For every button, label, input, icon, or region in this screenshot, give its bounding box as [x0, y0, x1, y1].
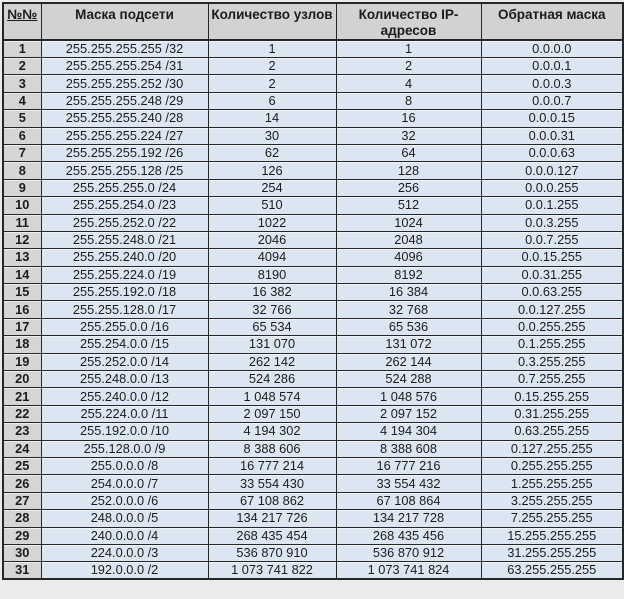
- subnet-mask-cell: 254.0.0.0 /7: [41, 475, 208, 492]
- host-count-cell: 62: [208, 144, 336, 161]
- row-number-cell: 11: [3, 214, 41, 231]
- row-number-cell: 2: [3, 58, 41, 75]
- host-count-cell: 16 777 214: [208, 457, 336, 474]
- subnet-mask-cell: 255.255.224.0 /19: [41, 266, 208, 283]
- host-count-cell: 131 070: [208, 336, 336, 353]
- wildcard-mask-cell: 63.255.255.255: [481, 562, 623, 580]
- row-number-cell: 26: [3, 475, 41, 492]
- table-row: [3, 179, 623, 196]
- wildcard-mask-cell: 0.0.63.255: [481, 284, 623, 301]
- table-row: [3, 197, 623, 214]
- ip-count-cell: 64: [336, 144, 481, 161]
- table-row: [3, 353, 623, 370]
- table-row: [3, 527, 623, 544]
- subnet-mask-cell: 255.255.252.0 /22: [41, 214, 208, 231]
- ip-count-cell: 536 870 912: [336, 544, 481, 561]
- ip-count-cell: 65 536: [336, 318, 481, 335]
- wildcard-mask-cell: 0.15.255.255: [481, 388, 623, 405]
- host-count-cell: 4094: [208, 249, 336, 266]
- host-count-cell: 8190: [208, 266, 336, 283]
- table-body: [3, 40, 623, 579]
- row-number-cell: 8: [3, 162, 41, 179]
- host-count-cell: 14: [208, 110, 336, 127]
- host-count-cell: 4 194 302: [208, 423, 336, 440]
- subnet-mask-cell: 255.255.192.0 /18: [41, 284, 208, 301]
- host-count-cell: 510: [208, 197, 336, 214]
- host-count-cell: 2046: [208, 231, 336, 248]
- row-number-cell: 17: [3, 318, 41, 335]
- host-count-cell: 1022: [208, 214, 336, 231]
- host-count-cell: 67 108 862: [208, 492, 336, 509]
- subnet-mask-cell: 255.128.0.0 /9: [41, 440, 208, 457]
- row-number-cell: 19: [3, 353, 41, 370]
- subnet-mask-cell: 255.255.255.252 /30: [41, 75, 208, 92]
- ip-count-cell: 268 435 456: [336, 527, 481, 544]
- col-header-number-label: №№: [7, 7, 38, 22]
- ip-count-cell: 262 144: [336, 353, 481, 370]
- row-number-cell: 22: [3, 405, 41, 422]
- table-row: [3, 475, 623, 492]
- ip-count-cell: 134 217 728: [336, 510, 481, 527]
- wildcard-mask-cell: 15.255.255.255: [481, 527, 623, 544]
- subnet-mask-cell: 255.224.0.0 /11: [41, 405, 208, 422]
- host-count-cell: 33 554 430: [208, 475, 336, 492]
- ip-count-cell: 4: [336, 75, 481, 92]
- subnet-mask-cell: 255.192.0.0 /10: [41, 423, 208, 440]
- row-number-cell: 10: [3, 197, 41, 214]
- host-count-cell: 1: [208, 40, 336, 58]
- row-number-cell: 16: [3, 301, 41, 318]
- table-row: [3, 510, 623, 527]
- subnet-mask-cell: 255.254.0.0 /15: [41, 336, 208, 353]
- row-number-cell: 14: [3, 266, 41, 283]
- host-count-cell: 524 286: [208, 371, 336, 388]
- subnet-mask-cell: 240.0.0.0 /4: [41, 527, 208, 544]
- subnet-mask-cell: 255.255.255.128 /25: [41, 162, 208, 179]
- table-row: [3, 58, 623, 75]
- row-number-cell: 13: [3, 249, 41, 266]
- subnet-mask-cell: 255.255.254.0 /23: [41, 197, 208, 214]
- wildcard-mask-cell: 31.255.255.255: [481, 544, 623, 561]
- ip-count-cell: 2048: [336, 231, 481, 248]
- subnet-mask-cell: 255.255.255.192 /26: [41, 144, 208, 161]
- ip-count-cell: 33 554 432: [336, 475, 481, 492]
- subnet-mask-cell: 255.0.0.0 /8: [41, 457, 208, 474]
- row-number-cell: 1: [3, 40, 41, 58]
- wildcard-mask-cell: 0.0.7.255: [481, 231, 623, 248]
- subnet-mask-cell: 255.255.255.254 /31: [41, 58, 208, 75]
- ip-count-cell: 8: [336, 92, 481, 109]
- wildcard-mask-cell: 0.0.0.63: [481, 144, 623, 161]
- wildcard-mask-cell: 0.0.0.15: [481, 110, 623, 127]
- subnet-mask-cell: 255.255.248.0 /21: [41, 231, 208, 248]
- table-header: [3, 3, 623, 40]
- table-row: [3, 388, 623, 405]
- wildcard-mask-cell: 0.0.0.1: [481, 58, 623, 75]
- row-number-cell: 28: [3, 510, 41, 527]
- host-count-cell: 65 534: [208, 318, 336, 335]
- host-count-cell: 536 870 910: [208, 544, 336, 561]
- row-number-cell: 20: [3, 371, 41, 388]
- host-count-cell: 2: [208, 75, 336, 92]
- wildcard-mask-cell: 0.0.127.255: [481, 301, 623, 318]
- host-count-cell: 262 142: [208, 353, 336, 370]
- col-header-host-count: Количество узлов: [208, 3, 336, 40]
- ip-count-cell: 32 768: [336, 301, 481, 318]
- row-number-cell: 4: [3, 92, 41, 109]
- table-row: [3, 457, 623, 474]
- subnet-mask-table-wrap: [2, 2, 622, 580]
- host-count-cell: 16 382: [208, 284, 336, 301]
- table-row: [3, 92, 623, 109]
- wildcard-mask-cell: 7.255.255.255: [481, 510, 623, 527]
- table-header-row: [3, 3, 623, 40]
- subnet-mask-cell: 255.252.0.0 /14: [41, 353, 208, 370]
- table-row: [3, 371, 623, 388]
- ip-count-cell: 1024: [336, 214, 481, 231]
- wildcard-mask-cell: 0.1.255.255: [481, 336, 623, 353]
- wildcard-mask-cell: 0.0.3.255: [481, 214, 623, 231]
- subnet-mask-table: [2, 2, 624, 580]
- wildcard-mask-cell: 0.0.255.255: [481, 318, 623, 335]
- wildcard-mask-cell: 0.31.255.255: [481, 405, 623, 422]
- subnet-mask-cell: 255.248.0.0 /13: [41, 371, 208, 388]
- subnet-mask-cell: 255.255.128.0 /17: [41, 301, 208, 318]
- table-row: [3, 562, 623, 580]
- host-count-cell: 8 388 606: [208, 440, 336, 457]
- ip-count-cell: 256: [336, 179, 481, 196]
- ip-count-cell: 131 072: [336, 336, 481, 353]
- subnet-mask-cell: 255.255.255.255 /32: [41, 40, 208, 58]
- host-count-cell: 254: [208, 179, 336, 196]
- table-row: [3, 214, 623, 231]
- wildcard-mask-cell: 0.0.0.0: [481, 40, 623, 58]
- subnet-mask-cell: 248.0.0.0 /5: [41, 510, 208, 527]
- row-number-cell: 31: [3, 562, 41, 580]
- ip-count-cell: 1 048 576: [336, 388, 481, 405]
- table-row: [3, 110, 623, 127]
- wildcard-mask-cell: 0.127.255.255: [481, 440, 623, 457]
- subnet-mask-cell: 255.255.255.248 /29: [41, 92, 208, 109]
- ip-count-cell: 512: [336, 197, 481, 214]
- col-header-wildcard-mask: Обратная маска: [481, 3, 623, 40]
- wildcard-mask-cell: 0.0.0.3: [481, 75, 623, 92]
- wildcard-mask-cell: 3.255.255.255: [481, 492, 623, 509]
- wildcard-mask-cell: 0.0.1.255: [481, 197, 623, 214]
- ip-count-cell: 2: [336, 58, 481, 75]
- ip-count-cell: 2 097 152: [336, 405, 481, 422]
- table-row: [3, 492, 623, 509]
- host-count-cell: 32 766: [208, 301, 336, 318]
- table-row: [3, 336, 623, 353]
- ip-count-cell: 16: [336, 110, 481, 127]
- col-header-subnet-mask: Маска подсети: [41, 3, 208, 40]
- wildcard-mask-cell: 0.3.255.255: [481, 353, 623, 370]
- row-number-cell: 3: [3, 75, 41, 92]
- row-number-cell: 7: [3, 144, 41, 161]
- row-number-cell: 29: [3, 527, 41, 544]
- row-number-cell: 5: [3, 110, 41, 127]
- wildcard-mask-cell: 0.63.255.255: [481, 423, 623, 440]
- row-number-cell: 24: [3, 440, 41, 457]
- subnet-mask-cell: 252.0.0.0 /6: [41, 492, 208, 509]
- row-number-cell: 6: [3, 127, 41, 144]
- row-number-cell: 12: [3, 231, 41, 248]
- row-number-cell: 27: [3, 492, 41, 509]
- table-row: [3, 301, 623, 318]
- col-header-ip-count: Количество IP-адресов: [336, 3, 481, 40]
- ip-count-cell: 1: [336, 40, 481, 58]
- table-row: [3, 75, 623, 92]
- table-row: [3, 405, 623, 422]
- table-row: [3, 284, 623, 301]
- table-row: [3, 162, 623, 179]
- host-count-cell: 30: [208, 127, 336, 144]
- row-number-cell: 23: [3, 423, 41, 440]
- ip-count-cell: 8 388 608: [336, 440, 481, 457]
- ip-count-cell: 4096: [336, 249, 481, 266]
- table-row: [3, 440, 623, 457]
- table-row: [3, 423, 623, 440]
- table-row: [3, 144, 623, 161]
- table-row: [3, 544, 623, 561]
- row-number-cell: 21: [3, 388, 41, 405]
- table-row: [3, 127, 623, 144]
- row-number-cell: 25: [3, 457, 41, 474]
- wildcard-mask-cell: 0.7.255.255: [481, 371, 623, 388]
- ip-count-cell: 128: [336, 162, 481, 179]
- wildcard-mask-cell: 0.0.0.7: [481, 92, 623, 109]
- host-count-cell: 1 048 574: [208, 388, 336, 405]
- subnet-mask-cell: 255.255.255.224 /27: [41, 127, 208, 144]
- row-number-cell: 9: [3, 179, 41, 196]
- row-number-cell: 30: [3, 544, 41, 561]
- subnet-mask-cell: 255.255.240.0 /20: [41, 249, 208, 266]
- row-number-cell: 15: [3, 284, 41, 301]
- wildcard-mask-cell: 0.255.255.255: [481, 457, 623, 474]
- host-count-cell: 134 217 726: [208, 510, 336, 527]
- ip-count-cell: 16 777 216: [336, 457, 481, 474]
- ip-count-cell: 16 384: [336, 284, 481, 301]
- table-row: [3, 231, 623, 248]
- ip-count-cell: 32: [336, 127, 481, 144]
- wildcard-mask-cell: 0.0.0.127: [481, 162, 623, 179]
- subnet-mask-cell: 255.255.0.0 /16: [41, 318, 208, 335]
- ip-count-cell: 4 194 304: [336, 423, 481, 440]
- ip-count-cell: 67 108 864: [336, 492, 481, 509]
- wildcard-mask-cell: 1.255.255.255: [481, 475, 623, 492]
- host-count-cell: 6: [208, 92, 336, 109]
- ip-count-cell: 8192: [336, 266, 481, 283]
- subnet-mask-cell: 255.255.255.240 /28: [41, 110, 208, 127]
- wildcard-mask-cell: 0.0.0.31: [481, 127, 623, 144]
- wildcard-mask-cell: 0.0.15.255: [481, 249, 623, 266]
- host-count-cell: 2 097 150: [208, 405, 336, 422]
- table-row: [3, 249, 623, 266]
- ip-count-cell: 524 288: [336, 371, 481, 388]
- host-count-cell: 126: [208, 162, 336, 179]
- host-count-cell: 268 435 454: [208, 527, 336, 544]
- ip-count-cell: 1 073 741 824: [336, 562, 481, 580]
- subnet-mask-cell: 192.0.0.0 /2: [41, 562, 208, 580]
- row-number-cell: 18: [3, 336, 41, 353]
- subnet-mask-cell: 255.240.0.0 /12: [41, 388, 208, 405]
- wildcard-mask-cell: 0.0.31.255: [481, 266, 623, 283]
- table-row: [3, 266, 623, 283]
- table-row: [3, 40, 623, 58]
- table-row: [3, 318, 623, 335]
- host-count-cell: 1 073 741 822: [208, 562, 336, 580]
- subnet-mask-cell: 255.255.255.0 /24: [41, 179, 208, 196]
- wildcard-mask-cell: 0.0.0.255: [481, 179, 623, 196]
- host-count-cell: 2: [208, 58, 336, 75]
- col-header-number: [3, 3, 41, 40]
- subnet-mask-cell: 224.0.0.0 /3: [41, 544, 208, 561]
